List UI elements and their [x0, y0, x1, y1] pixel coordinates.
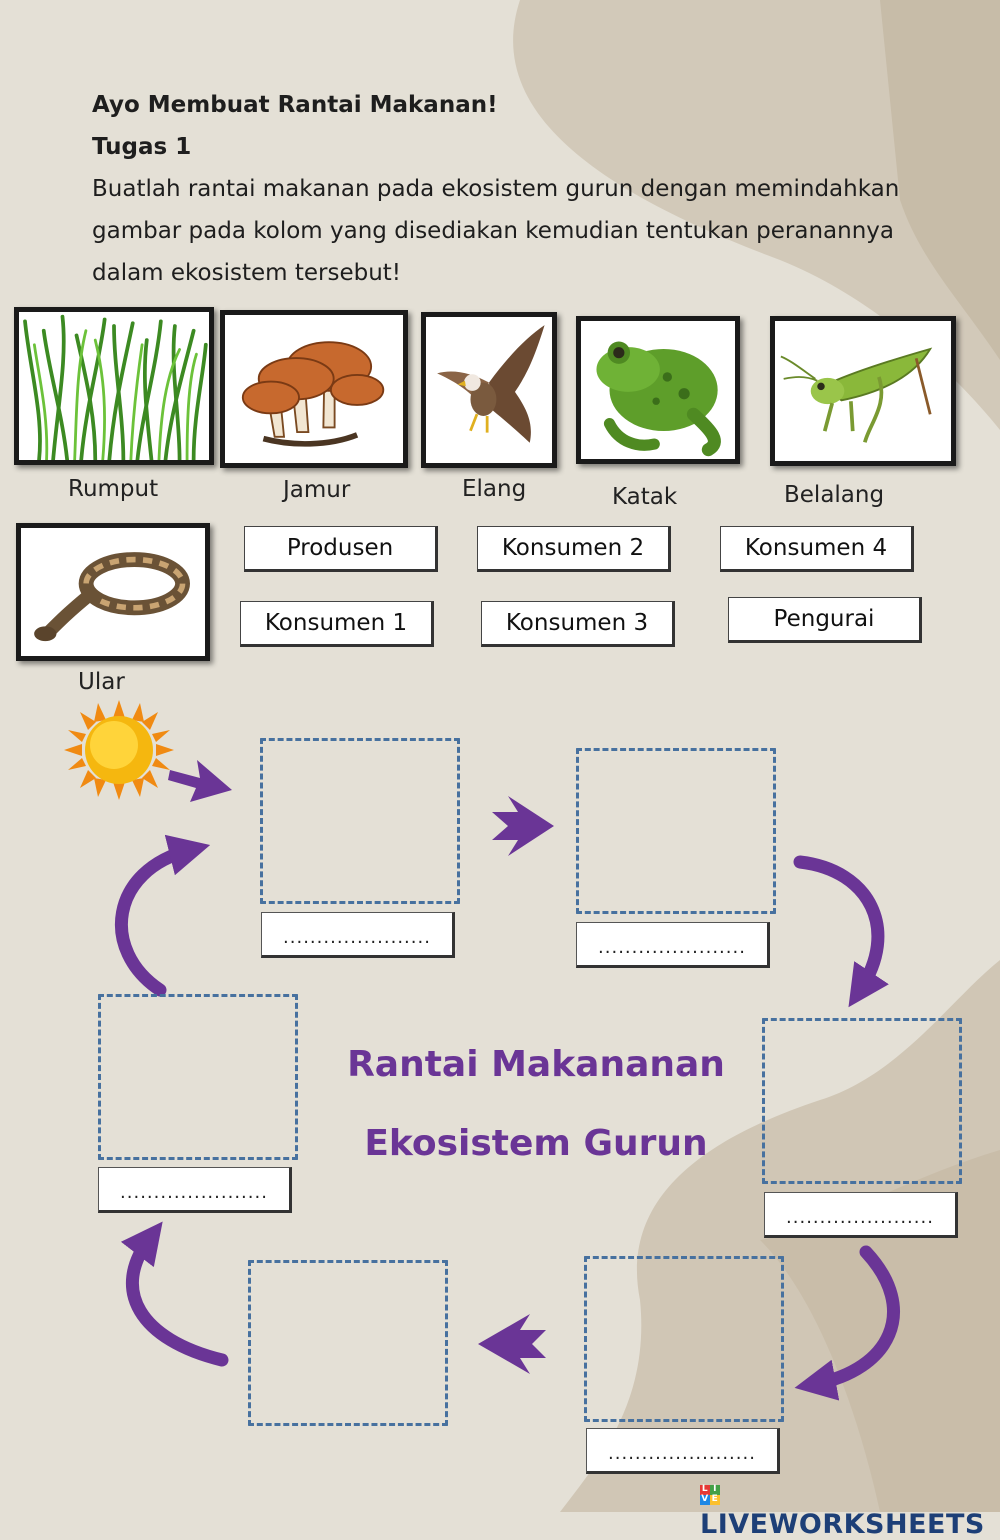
caption-katak: Katak — [612, 484, 678, 510]
answer-field-6[interactable]: ...................... — [98, 1167, 292, 1213]
drop-zone-2[interactable] — [576, 748, 776, 914]
drop-zone-5[interactable] — [248, 1260, 448, 1426]
grasshopper-icon — [775, 321, 951, 461]
live-badge-icon: L IV E — [701, 1483, 719, 1504]
picture-ular[interactable] — [16, 523, 210, 661]
liveworksheets-logo — [700, 1478, 1000, 1540]
picture-jamur[interactable] — [220, 310, 408, 468]
instruction-line-2: gambar pada kolom yang disediakan kemudian tentukan peranannya — [92, 218, 894, 244]
frog-icon — [581, 321, 735, 459]
mushroom-icon — [225, 315, 403, 463]
caption-ular: Ular — [78, 669, 125, 695]
answer-field-1[interactable]: ...................... — [261, 912, 455, 958]
answer-field-3[interactable]: ...................... — [764, 1192, 958, 1238]
answer-field-4[interactable]: ...................... — [586, 1428, 780, 1474]
caption-jamur: Jamur — [283, 477, 351, 503]
grass-icon — [19, 312, 209, 460]
role-konsumen-3[interactable]: Konsumen 3 — [481, 601, 675, 647]
snake-icon — [21, 528, 205, 656]
caption-elang: Elang — [462, 476, 527, 502]
caption-belalang: Belalang — [784, 482, 885, 508]
drop-zone-1[interactable] — [260, 738, 460, 904]
role-pengurai[interactable]: Pengurai — [728, 597, 922, 643]
sun-icon — [64, 700, 174, 800]
caption-rumput: Rumput — [68, 476, 159, 502]
instruction-line-3: dalam ekosistem tersebut! — [92, 260, 402, 286]
drop-zone-4[interactable] — [584, 1256, 784, 1422]
logo-text: LIVEWORKSHEETS — [700, 1509, 985, 1540]
picture-belalang[interactable] — [770, 316, 956, 466]
role-konsumen-2[interactable]: Konsumen 2 — [477, 526, 671, 572]
instructions — [92, 84, 932, 294]
role-konsumen-1[interactable]: Konsumen 1 — [240, 601, 434, 647]
diagram-title-line-1: Rantai Makananan — [347, 1044, 725, 1085]
instruction-line-1: Buatlah rantai makanan pada ekosistem gurun dengan memindahkan — [92, 176, 900, 202]
task-label: Tugas 1 — [92, 134, 192, 160]
answer-field-2[interactable]: ...................... — [576, 922, 770, 968]
drop-zone-6[interactable] — [98, 994, 298, 1160]
picture-elang[interactable] — [421, 312, 557, 468]
drop-zone-3[interactable] — [762, 1018, 962, 1184]
eagle-icon — [426, 317, 552, 463]
role-konsumen-4[interactable]: Konsumen 4 — [720, 526, 914, 572]
diagram-title-line-2: Ekosistem Gurun — [364, 1123, 708, 1164]
picture-katak[interactable] — [576, 316, 740, 464]
worksheet-title: Ayo Membuat Rantai Makanan! — [92, 92, 498, 118]
role-produsen[interactable]: Produsen — [244, 526, 438, 572]
picture-rumput[interactable] — [14, 307, 214, 465]
